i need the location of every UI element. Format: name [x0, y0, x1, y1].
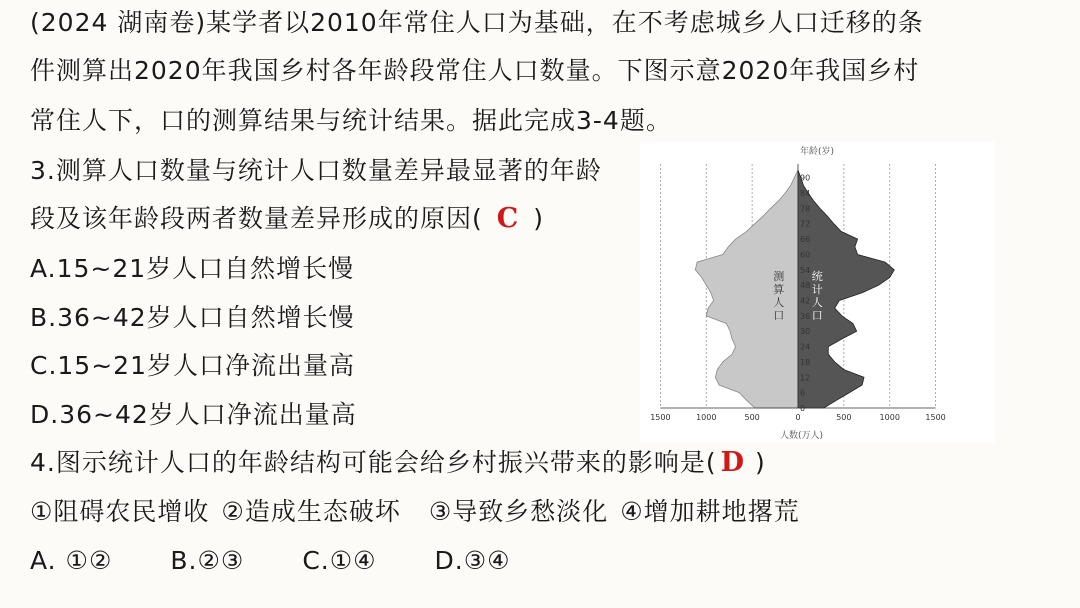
intro-line-3: 常住人下，口的测算结果与统计结果。据此完成3-4题。: [30, 106, 672, 135]
q3-stem-text: 段及该年龄段两者数量差异形成的原因(: [30, 204, 483, 233]
intro-line-1: (2024 湖南卷)某学者以2010年常住人口为基础，在不考虑城乡人口迁移的条: [30, 8, 924, 37]
x-tick-label: 1000: [696, 413, 717, 422]
q4-option-c: C.①④: [302, 546, 377, 575]
series-label-char: 口: [811, 309, 823, 323]
series-label-char: 人: [811, 296, 823, 310]
y-tick-label: 66: [800, 235, 811, 245]
population-pyramid-chart: [640, 142, 995, 442]
y-tick-label: 12: [800, 373, 811, 383]
y-axis-label: 年龄(岁): [800, 147, 835, 157]
q3-stem-close: ): [533, 204, 545, 233]
y-tick-label: 84: [800, 189, 811, 199]
y-tick-label: 48: [800, 281, 811, 291]
x-tick-label: 1500: [650, 413, 671, 422]
series-label-char: 测: [773, 270, 785, 284]
x-tick-label: 500: [836, 413, 852, 422]
y-tick-label: 42: [800, 296, 811, 306]
q4-options: [30, 546, 511, 576]
x-tick-label: 1000: [879, 413, 900, 422]
series-label-char: 计: [811, 283, 823, 297]
q4-option-a: A. ①②: [30, 546, 113, 575]
q4-stem-text: 4.图示统计人口的年龄结构可能会给乡村振兴带来的影响是(: [30, 448, 717, 477]
x-tick-label: 500: [744, 413, 760, 422]
x-tick-label: 0: [795, 413, 801, 422]
q3-stem-line-2: [30, 204, 544, 234]
q4-option-d: D.③④: [434, 546, 511, 575]
series-label-char: 统: [811, 270, 823, 284]
y-tick-label: 90: [800, 173, 811, 183]
q3-option-a: A.15~21岁人口自然增长慢: [30, 254, 355, 283]
x-axis-label: 人数(万人): [780, 431, 824, 441]
q3-stem-line-1: 3.测算人口数量与统计人口数量差异最显著的年龄: [30, 156, 602, 185]
q4-option-b: B.②③: [170, 546, 245, 575]
y-tick-label: 78: [800, 204, 811, 214]
y-tick-label: 60: [800, 250, 811, 260]
y-tick-label: 54: [800, 265, 811, 275]
y-tick-label: 18: [800, 357, 811, 367]
q3-option-c: C.15~21岁人口净流出量高: [30, 351, 355, 380]
y-tick-label: 30: [800, 327, 811, 337]
series-label-char: 口: [773, 309, 785, 323]
y-tick-label: 24: [800, 342, 811, 352]
pyramid-svg: [640, 142, 995, 442]
y-tick-label: 6: [800, 388, 806, 398]
q3-option-d: D.36~42岁人口净流出量高: [30, 400, 357, 429]
q3-option-b: B.36~42岁人口自然增长慢: [30, 303, 355, 332]
series-label-char: 人: [773, 296, 785, 310]
x-tick-label: 1500: [925, 413, 946, 422]
q4-choice-2: ②造成生态破坏: [221, 497, 401, 526]
q3-answer: C: [496, 203, 520, 234]
q4-choice-4: ④增加耕地撂荒: [620, 497, 800, 526]
q4-stem-close: ): [755, 448, 766, 477]
q4-choices: [30, 497, 800, 527]
q4-choice-1: ①阻碍农民增收: [30, 497, 210, 526]
q4-stem: [30, 448, 766, 478]
intro-line-2: 件测算出2020年我国乡村各年龄段常住人口数量。下图示意2020年我国乡村: [30, 56, 920, 85]
y-tick-label: 72: [800, 219, 811, 229]
series-label-char: 算: [773, 283, 785, 297]
y-tick-label: 0: [800, 404, 806, 413]
q4-answer: D: [720, 447, 746, 478]
q4-choice-3: ③导致乡愁淡化: [428, 497, 609, 526]
y-tick-label: 36: [800, 311, 811, 321]
